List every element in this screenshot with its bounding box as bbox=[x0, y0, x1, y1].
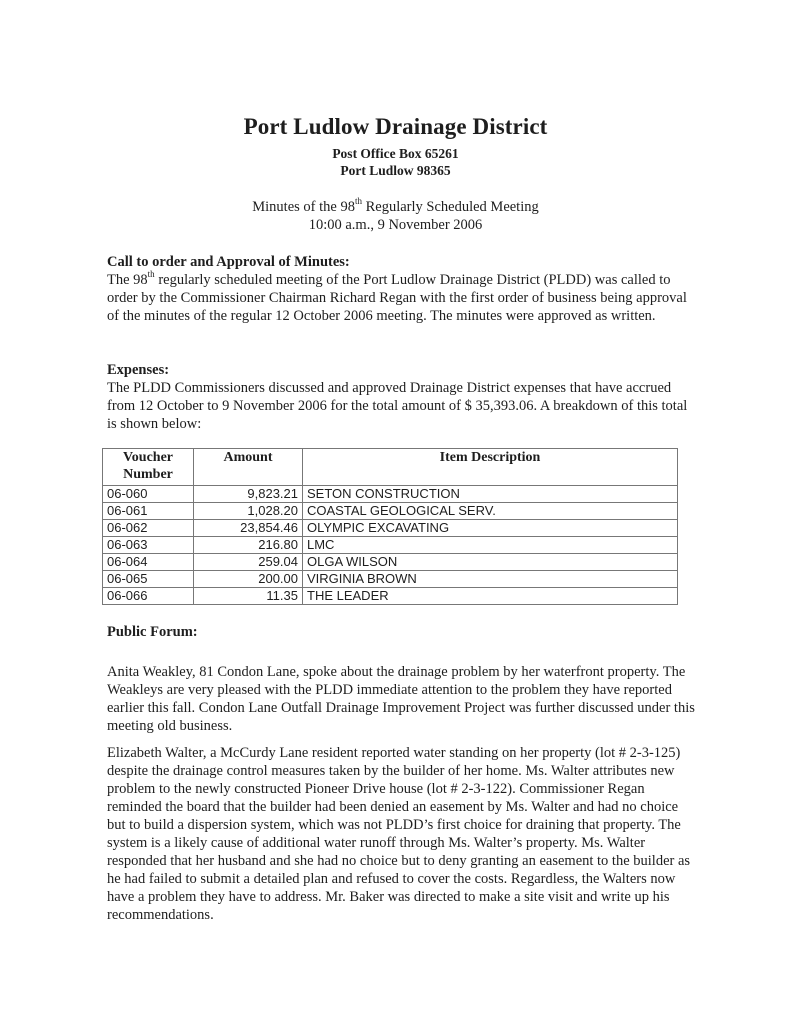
public-forum-paragraph-1: Anita Weakley, 81 Condon Lane, spoke about the drainage problem by her waterfront property. The Weakleys are very pleased with the PLDD immediate attention to the problem they have reported earlier this fall. Condon Lane Outfall Drainage Improvement Project was further discussed under this meeting old business. bbox=[107, 664, 695, 734]
voucher-cell: 06-064 bbox=[103, 554, 194, 571]
table-row bbox=[103, 520, 678, 537]
voucher-cell: 06-062 bbox=[103, 520, 194, 537]
voucher-cell: 06-066 bbox=[103, 588, 194, 605]
voucher-cell: 06-060 bbox=[103, 486, 194, 503]
call-to-order-section bbox=[107, 253, 697, 325]
table-row bbox=[103, 588, 678, 605]
address-line-1: Post Office Box 65261 bbox=[332, 146, 459, 161]
description-cell: COASTAL GEOLOGICAL SERV. bbox=[303, 503, 678, 520]
amount-cell: 1,028.20 bbox=[194, 503, 303, 520]
table-row bbox=[103, 486, 678, 503]
meeting-datetime: 10:00 a.m., 9 November 2006 bbox=[308, 217, 483, 233]
voucher-cell: 06-061 bbox=[103, 503, 194, 520]
header-amount: Amount bbox=[194, 449, 303, 486]
call-to-order-suffix: regularly scheduled meeting of the Port Ludlow Drainage District (PLDD) was called to order by the Commissioner Chairman Richard Regan with the first order of business being approval of the minutes of the regular 12 October 2006 meeting. The minutes were approved as written. bbox=[107, 272, 687, 324]
voucher-cell: 06-063 bbox=[103, 537, 194, 554]
description-cell: SETON CONSTRUCTION bbox=[303, 486, 678, 503]
minutes-title-suffix: Regularly Scheduled Meeting bbox=[361, 199, 539, 215]
document-title: Port Ludlow Drainage District bbox=[243, 114, 548, 139]
address-line-2: Port Ludlow 98365 bbox=[340, 163, 451, 178]
call-to-order-sup: th bbox=[147, 269, 155, 280]
amount-cell: 11.35 bbox=[194, 588, 303, 605]
call-to-order-prefix: The 98 bbox=[107, 272, 148, 288]
minutes-title-prefix: Minutes of the 98 bbox=[252, 199, 355, 215]
public-forum-paragraph-2: Elizabeth Walter, a McCurdy Lane resident reported water standing on her property (lot # 2-3-125) despite the drainage control measures taken by the builder of her home. Ms. Walter attributes new problem to the newly constructed Pioneer Drive house (lot # 2-3-122). Commissioner Regan reminded the board that the builder had been denied an easement by Ms. Walter and had no choice but to build a dispersion system, which was not PLDD’s first choice for draining that property. The system is a likely cause of additional water runoff through Ms. Walter’s property. Ms. Walter responded that her husband and she had no choice but to deny granting an easement to the builder as he had failed to submit a detailed plan and refused to cover the costs. Regardless, the Walters now have a problem they have to address. Mr. Baker was directed to make a site visit and write up his recommendations. bbox=[107, 745, 691, 923]
call-to-order-heading: Call to order and Approval of Minutes: bbox=[107, 254, 350, 270]
description-cell: LMC bbox=[303, 537, 678, 554]
call-to-order-text bbox=[107, 271, 697, 325]
expenses-section bbox=[107, 361, 697, 433]
header-item-description: Item Description bbox=[303, 449, 678, 486]
amount-cell: 216.80 bbox=[194, 537, 303, 554]
table-row bbox=[103, 554, 678, 571]
description-cell: OLYMPIC EXCAVATING bbox=[303, 520, 678, 537]
table-header-row bbox=[103, 449, 678, 486]
expenses-heading: Expenses: bbox=[107, 362, 170, 378]
amount-cell: 200.00 bbox=[194, 571, 303, 588]
expenses-table bbox=[102, 448, 678, 605]
description-cell: THE LEADER bbox=[303, 588, 678, 605]
amount-cell: 9,823.21 bbox=[194, 486, 303, 503]
public-forum-heading: Public Forum: bbox=[107, 624, 198, 640]
amount-cell: 259.04 bbox=[194, 554, 303, 571]
amount-cell: 23,854.46 bbox=[194, 520, 303, 537]
voucher-cell: 06-065 bbox=[103, 571, 194, 588]
expenses-text: The PLDD Commissioners discussed and approved Drainage District expenses that have accrued from 12 October to 9 November 2006 for the total amount of $ 35,393.06. A breakdown of this total is shown below: bbox=[107, 380, 688, 432]
header-voucher-number: Voucher Number bbox=[103, 449, 194, 486]
description-cell: VIRGINIA BROWN bbox=[303, 571, 678, 588]
table-row bbox=[103, 503, 678, 520]
description-cell: OLGA WILSON bbox=[303, 554, 678, 571]
table-row bbox=[103, 571, 678, 588]
minutes-title-sup: th bbox=[354, 196, 362, 207]
table-row bbox=[103, 537, 678, 554]
minutes-title bbox=[0, 196, 791, 216]
